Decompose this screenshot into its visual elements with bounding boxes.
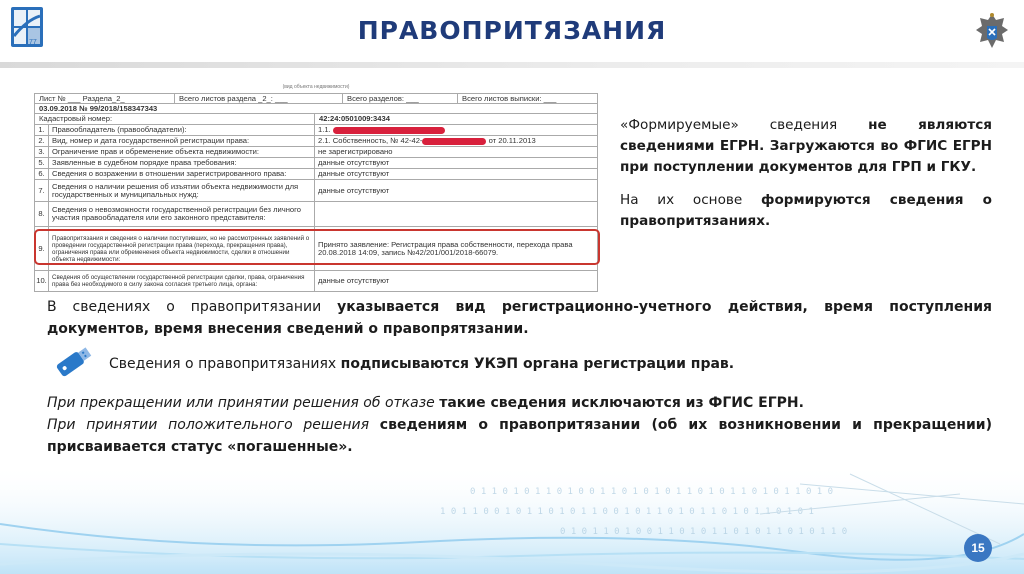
- table-row: [35, 158, 598, 169]
- row-value: [315, 202, 598, 227]
- date-number: 03.09.2018 № 99/2018/158347343: [34, 103, 598, 113]
- right-paragraph-1: «Формируемые» сведения не являются сведениями ЕГРН. Загружаются во ФГИС ЕГРН при поступлении документов для ГРП и ГКУ.: [620, 117, 992, 175]
- signature-paragraph: Сведения о правопритязаниях подписываются УКЭП органа регистрации прав.: [109, 356, 735, 372]
- row-field: Сведения о невозможности государственной регистрации без личного участия правообладателя или его законного представителя:: [49, 202, 315, 227]
- table-row: [35, 180, 598, 202]
- row-value: данные отсутствуют: [315, 158, 598, 169]
- egrn-extract-document: [34, 84, 598, 292]
- row-value: 2.1. Собственность, № 42-42- от 20.11.2013: [315, 136, 598, 147]
- cadastral-row: [34, 113, 598, 124]
- page-title: ПРАВОПРИТЯЗАНИЯ: [357, 16, 667, 45]
- row-number: 5.: [35, 158, 49, 169]
- emblem-icon: [974, 10, 1010, 50]
- row-field: Вид, номер и дата государственной регистрации права:: [49, 136, 315, 147]
- svg-text:0 1 0 1 1 0 1 0 0 1 1 0 1 0 1: 0 1 0 1 1 0 1 0 0 1 1 0 1 0 1 1 0 1 0 1 1 0 1 0 1 1 0: [560, 527, 848, 537]
- row-field: Сведения о возражении в отношении зарегистрированного права:: [49, 169, 315, 180]
- document-caption: (вид объекта недвижимости): [282, 84, 350, 90]
- table-row: [35, 227, 598, 271]
- table-row: [35, 271, 598, 292]
- row-number: 6.: [35, 169, 49, 180]
- row-number: 2.: [35, 136, 49, 147]
- sections-total: Всего разделов: ___: [343, 94, 458, 103]
- row-value: Принято заявление: Регистрация права собственности, перехода права 20.08.2018 14:09, запись №42/201/001/2018-66079.: [315, 227, 598, 271]
- row-number: 7.: [35, 180, 49, 202]
- row-field: Правопритязания и сведения о наличии поступивших, но не рассмотренных заявлений о проведении государственной регистрации права (перехода, прекращения права), ограничения права или обременения объекта недвижимости, сделки в отношении объекта недвижимости:: [49, 227, 315, 271]
- sheet-label: Лист № ___ Раздела_2_: [35, 94, 175, 103]
- svg-text:0 1 1 0 1 0 1 1 0 1 0 0 1 1 0: 0 1 1 0 1 0 1 1 0 1 0 0 1 1 0 1 0 1 0 1 1 0 1 0 1 1 0 1 0 1 1 0 1 0: [470, 487, 834, 497]
- extract-table: [34, 124, 598, 292]
- row-value: данные отсутствуют: [315, 180, 598, 202]
- section-sheets: Всего листов раздела _2_: ___: [175, 94, 343, 103]
- row-field: Сведения о наличии решения об изъятии объекта недвижимости для государственных и муниципальных нужд:: [49, 180, 315, 202]
- row-field: Правообладатель (правообладатели):: [49, 125, 315, 136]
- row-field: Сведения об осуществлении государственной регистрации сделки, права, ограничения права без необходимого в силу закона согласия третьего лица, органа:: [49, 271, 315, 292]
- row-field: Заявленные в судебном порядке права требования:: [49, 158, 315, 169]
- header-divider: [0, 62, 1024, 68]
- right-paragraph-2: На их основе формируются сведения о правопритязаниях.: [620, 192, 992, 229]
- sheet-info-row: [34, 93, 598, 103]
- table-row: [35, 202, 598, 227]
- extract-sheets: Всего листов выписки: ___: [462, 94, 557, 103]
- info-paragraph: В сведениях о правопритязании указывается вид регистрационно-учетного действия, время поступления документов, время внесения сведений о правопрятязании.: [47, 299, 993, 337]
- row-value: данные отсутствуют: [315, 271, 598, 292]
- row-value: данные отсутствуют: [315, 169, 598, 180]
- right-description: [620, 115, 992, 232]
- row-number: 10.: [35, 271, 49, 292]
- table-row: [35, 169, 598, 180]
- table-row: [35, 125, 598, 136]
- row-number: 8.: [35, 202, 49, 227]
- row-number: 9.: [35, 227, 49, 271]
- redaction-mark: [333, 127, 445, 134]
- table-row: [35, 136, 598, 147]
- svg-text:1 0 1 1 0 0 1 0 1 1 0 1 0 1 1: 1 0 1 1 0 0 1 0 1 1 0 1 0 1 1 0 0 1 0 1 1 0 1 0 1 1 0 1 0 1 1 0 1 0 1: [440, 507, 814, 517]
- status-paragraph: При прекращении или принятии решения об отказе такие сведения исключаются из ФГИС ЕГРН. При принятии положительного решения сведениям о правопритязании (об их возникновении и прекращении) присваивается статус «погашенные».: [47, 395, 992, 455]
- page-number-badge: 15: [964, 534, 992, 562]
- row-number: 1.: [35, 125, 49, 136]
- table-row: [35, 147, 598, 158]
- footer-decoration: [0, 464, 1024, 574]
- usb-token-icon: [47, 345, 97, 381]
- cadastral-value: 42:24:0501009:3434: [319, 114, 390, 123]
- cadastral-label: Кадастровый номер:: [35, 114, 315, 124]
- row-field: Ограничение прав и обременение объекта недвижимости:: [49, 147, 315, 158]
- row-number: 3.: [35, 147, 49, 158]
- redaction-mark: [422, 138, 486, 145]
- row-value: 1.1.: [315, 125, 598, 136]
- row-value: не зарегистрировано: [315, 147, 598, 158]
- svg-text:77: 77: [29, 39, 37, 46]
